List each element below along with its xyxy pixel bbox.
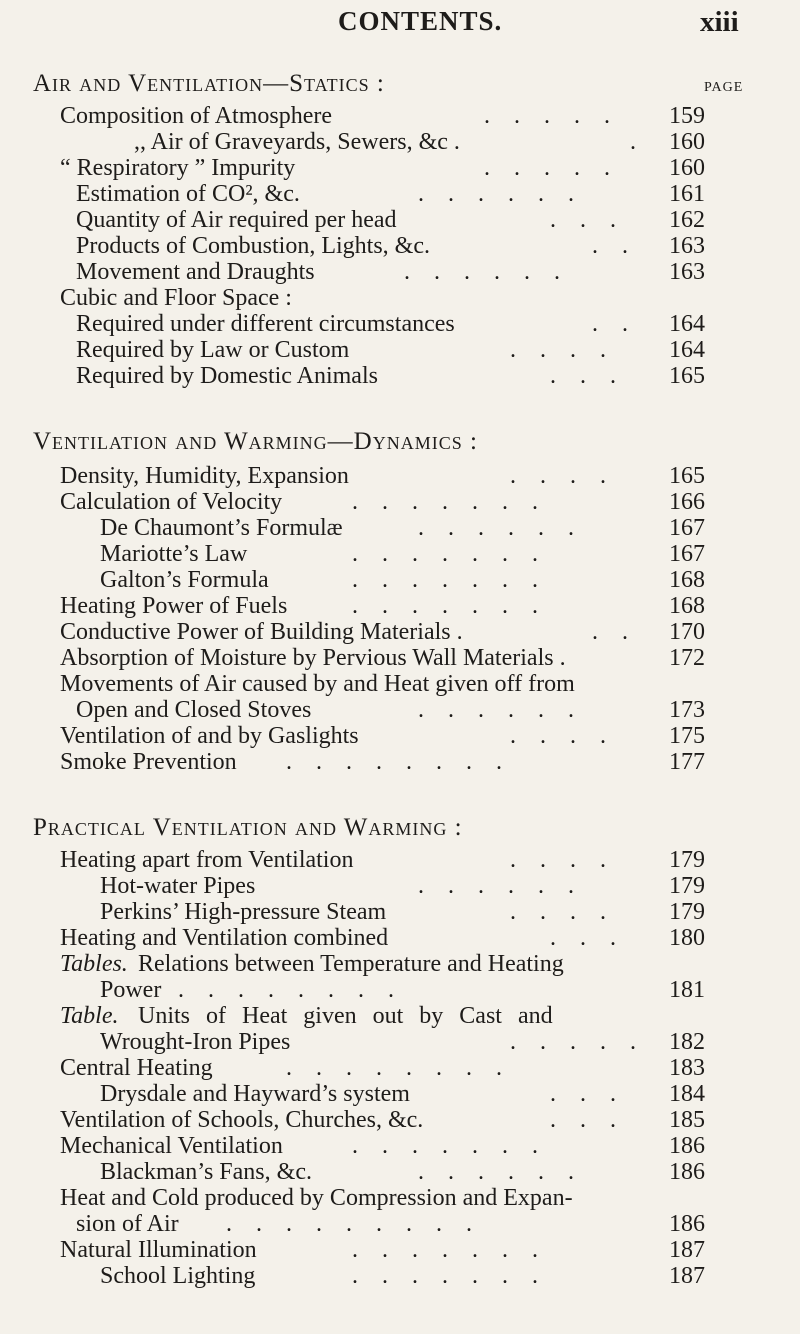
- toc-entry[interactable]: [0, 128, 800, 156]
- dot-leader: . . . .: [510, 723, 615, 749]
- toc-entry[interactable]: [0, 872, 800, 900]
- dot-leader: . . . . . .: [418, 873, 583, 899]
- dot-leader: . . . . . . .: [352, 1133, 547, 1159]
- entry-page: 180: [669, 925, 705, 951]
- toc-entry[interactable]: [0, 1262, 800, 1290]
- entry-page: 179: [669, 873, 705, 899]
- entry-page: 167: [669, 515, 705, 541]
- dot-leader: . . . . .: [484, 103, 619, 129]
- dot-leader: . . .: [550, 207, 625, 233]
- entry-page: 186: [669, 1211, 705, 1237]
- section-heading: [0, 428, 800, 456]
- entry-title: Ventilation of and by Gaslights: [60, 723, 359, 749]
- entry-title: Blackman’s Fans, &c.: [100, 1159, 312, 1185]
- entry-label: Tables.: [60, 951, 128, 977]
- entry-page: 187: [669, 1237, 705, 1263]
- toc-entry[interactable]: [0, 1236, 800, 1264]
- page-number: xiii: [700, 6, 739, 38]
- entry-title: Power: [100, 977, 162, 1003]
- entry-title: Central Heating: [60, 1055, 213, 1081]
- entry-page: 179: [669, 899, 705, 925]
- dot-leader: . . . . . . . .: [178, 977, 403, 1003]
- entry-page: 165: [669, 363, 705, 389]
- toc-entry[interactable]: [0, 1210, 800, 1238]
- toc-entry[interactable]: [0, 1158, 800, 1186]
- entry-page: 163: [669, 259, 705, 285]
- toc-entry[interactable]: [0, 566, 800, 594]
- entry-title: Required under different circumstances: [76, 311, 455, 337]
- toc-entry[interactable]: [0, 1106, 800, 1134]
- dot-leader: . .: [592, 311, 637, 337]
- entry-page: 168: [669, 567, 705, 593]
- entry-page: 160: [669, 155, 705, 181]
- entry-title: sion of Air: [76, 1211, 179, 1237]
- running-head: [0, 6, 800, 46]
- dot-leader: . . . . . .: [418, 515, 583, 541]
- dot-leader: . . . . . . .: [352, 593, 547, 619]
- entry-title: Quantity of Air required per head: [76, 207, 397, 233]
- entry-title: Natural Illumination: [60, 1237, 257, 1263]
- section-heading: [0, 70, 800, 98]
- entry-title: Composition of Atmosphere: [60, 103, 332, 129]
- dot-leader: . . . .: [510, 847, 615, 873]
- toc-entry[interactable]: [0, 748, 800, 776]
- toc-entry[interactable]: [0, 1028, 800, 1056]
- dot-leader: . . . . . .: [404, 259, 569, 285]
- toc-subheading: [0, 284, 800, 312]
- toc-entry[interactable]: [0, 206, 800, 234]
- dot-leader: . . .: [550, 925, 625, 951]
- entry-title: Drysdale and Hayward’s system: [100, 1081, 410, 1107]
- dot-leader: . . . . . .: [418, 1159, 583, 1185]
- entry-page: 163: [669, 233, 705, 259]
- toc-entry[interactable]: [0, 180, 800, 208]
- entry-title: Movement and Draughts: [76, 259, 315, 285]
- dot-leader: . . . . . . . . .: [226, 1211, 481, 1237]
- dot-leader: . . .: [550, 1081, 625, 1107]
- dot-leader: . . . . . . .: [352, 489, 547, 515]
- toc-entry-continued: [0, 950, 800, 978]
- running-head-title: CONTENTS.: [338, 6, 503, 36]
- entry-page: 164: [669, 311, 705, 337]
- entry-title: Smoke Prevention: [60, 749, 237, 775]
- entry-title: Galton’s Formula: [100, 567, 269, 593]
- section-title: Ventilation and Warming—Dynamics :: [33, 428, 478, 455]
- entry-title: Absorption of Moisture by Pervious Wall Materials .: [60, 645, 566, 671]
- entry-page: 167: [669, 541, 705, 567]
- toc-entry[interactable]: [0, 232, 800, 260]
- entry-title: Mariotte’s Law: [100, 541, 248, 567]
- page-column-label: PAGE: [704, 80, 744, 95]
- entry-page: 160: [669, 129, 705, 155]
- entry-page: 184: [669, 1081, 705, 1107]
- toc-entry-continued: [0, 1184, 800, 1212]
- entry-label: Table.: [60, 1003, 119, 1029]
- dot-leader: . . . . . . . .: [286, 1055, 511, 1081]
- toc-entry[interactable]: [0, 1054, 800, 1082]
- toc-entry[interactable]: [0, 976, 800, 1004]
- entry-title: “ Respiratory ” Impurity: [60, 155, 296, 181]
- dot-leader: . . . . . . .: [352, 567, 547, 593]
- entry-title: Ventilation of Schools, Churches, &c.: [60, 1107, 424, 1133]
- toc-entry[interactable]: [0, 514, 800, 542]
- entry-page: 181: [669, 977, 705, 1003]
- dot-leader: . . . . . . .: [352, 1263, 547, 1289]
- toc-entry[interactable]: [0, 696, 800, 724]
- entry-title: Movements of Air caused by and Heat given off from: [60, 671, 575, 697]
- toc-entry[interactable]: [0, 336, 800, 364]
- dot-leader: . . .: [550, 363, 625, 389]
- toc-entry-continued: [0, 670, 800, 698]
- toc-entry[interactable]: [0, 722, 800, 750]
- dot-leader: . . . . .: [510, 1029, 645, 1055]
- toc-entry[interactable]: [0, 258, 800, 286]
- entry-page: 170: [669, 619, 705, 645]
- entry-title: Cubic and Floor Space :: [60, 285, 292, 311]
- toc-entry[interactable]: [0, 540, 800, 568]
- entry-title: De Chaumont’s Formulæ: [100, 515, 343, 541]
- entry-title: Hot-water Pipes: [100, 873, 256, 899]
- dot-leader: . . . .: [510, 463, 615, 489]
- toc-entry[interactable]: [0, 1132, 800, 1160]
- dot-leader: . . . . . .: [418, 181, 583, 207]
- entry-page: 168: [669, 593, 705, 619]
- entry-page: 185: [669, 1107, 705, 1133]
- entry-title: ,, Air of Graveyards, Sewers, &c .: [134, 129, 460, 155]
- entry-page: 186: [669, 1159, 705, 1185]
- entry-title: Mechanical Ventilation: [60, 1133, 283, 1159]
- toc-entry[interactable]: [0, 924, 800, 952]
- section-title: Air and Ventilation—Statics :: [33, 70, 385, 97]
- entry-title: Open and Closed Stoves: [76, 697, 312, 723]
- entry-title: Density, Humidity, Expansion: [60, 463, 349, 489]
- dot-leader: .: [630, 129, 645, 155]
- entry-page: 186: [669, 1133, 705, 1159]
- dot-leader: . . . . . . .: [352, 541, 547, 567]
- dot-leader: . . .: [550, 1107, 625, 1133]
- entry-page: 182: [669, 1029, 705, 1055]
- toc-entry[interactable]: [0, 362, 800, 390]
- dot-leader: . .: [592, 233, 637, 259]
- toc-entry[interactable]: [0, 102, 800, 130]
- entry-page: 165: [669, 463, 705, 489]
- dot-leader: . . . . . . . .: [286, 749, 511, 775]
- entry-page: 173: [669, 697, 705, 723]
- entry-page: 187: [669, 1263, 705, 1289]
- entry-title: Products of Combustion, Lights, &c.: [76, 233, 430, 259]
- entry-title: Estimation of CO², &c.: [76, 181, 300, 207]
- entry-title: Calculation of Velocity: [60, 489, 283, 515]
- toc-entry[interactable]: [0, 462, 800, 490]
- entry-title: Relations between Temperature and Heating: [138, 951, 564, 977]
- entry-title: Conductive Power of Building Materials .: [60, 619, 463, 645]
- toc-entry[interactable]: [0, 154, 800, 182]
- entry-page: 183: [669, 1055, 705, 1081]
- entry-page: 164: [669, 337, 705, 363]
- entry-title: Heating and Ventilation combined: [60, 925, 389, 951]
- entry-page: 172: [669, 645, 705, 671]
- entry-title: Units of Heat given out by Cast and: [138, 1003, 553, 1029]
- entry-title: Heating apart from Ventilation: [60, 847, 354, 873]
- toc-entry[interactable]: [0, 898, 800, 926]
- dot-leader: . . . .: [510, 337, 615, 363]
- dot-leader: . .: [592, 619, 637, 645]
- entry-title: Required by Domestic Animals: [76, 363, 378, 389]
- entry-page: 175: [669, 723, 705, 749]
- dot-leader: . . . . .: [484, 155, 619, 181]
- entry-title: School Lighting: [100, 1263, 256, 1289]
- entry-page: 177: [669, 749, 705, 775]
- entry-page: 159: [669, 103, 705, 129]
- toc-entry[interactable]: [0, 488, 800, 516]
- section-heading: [0, 814, 800, 842]
- toc-entry[interactable]: [0, 1080, 800, 1108]
- entry-title: Heating Power of Fuels: [60, 593, 288, 619]
- dot-leader: . . . . . .: [418, 697, 583, 723]
- entry-page: 166: [669, 489, 705, 515]
- toc-entry[interactable]: [0, 644, 800, 672]
- entry-page: 179: [669, 847, 705, 873]
- toc-entry[interactable]: [0, 846, 800, 874]
- toc-entry-continued: [0, 1002, 800, 1030]
- section-title: Practical Ventilation and Warming :: [33, 814, 463, 841]
- entry-page: 162: [669, 207, 705, 233]
- entry-title: Perkins’ High-pressure Steam: [100, 899, 387, 925]
- toc-entry[interactable]: [0, 310, 800, 338]
- toc-entry[interactable]: [0, 592, 800, 620]
- entry-title: Heat and Cold produced by Compression and Expan-: [60, 1185, 573, 1211]
- entry-title: Wrought-Iron Pipes: [100, 1029, 291, 1055]
- dot-leader: . . . . . . .: [352, 1237, 547, 1263]
- entry-title: Required by Law or Custom: [76, 337, 350, 363]
- entry-page: 161: [669, 181, 705, 207]
- toc-entry[interactable]: [0, 618, 800, 646]
- dot-leader: . . . .: [510, 899, 615, 925]
